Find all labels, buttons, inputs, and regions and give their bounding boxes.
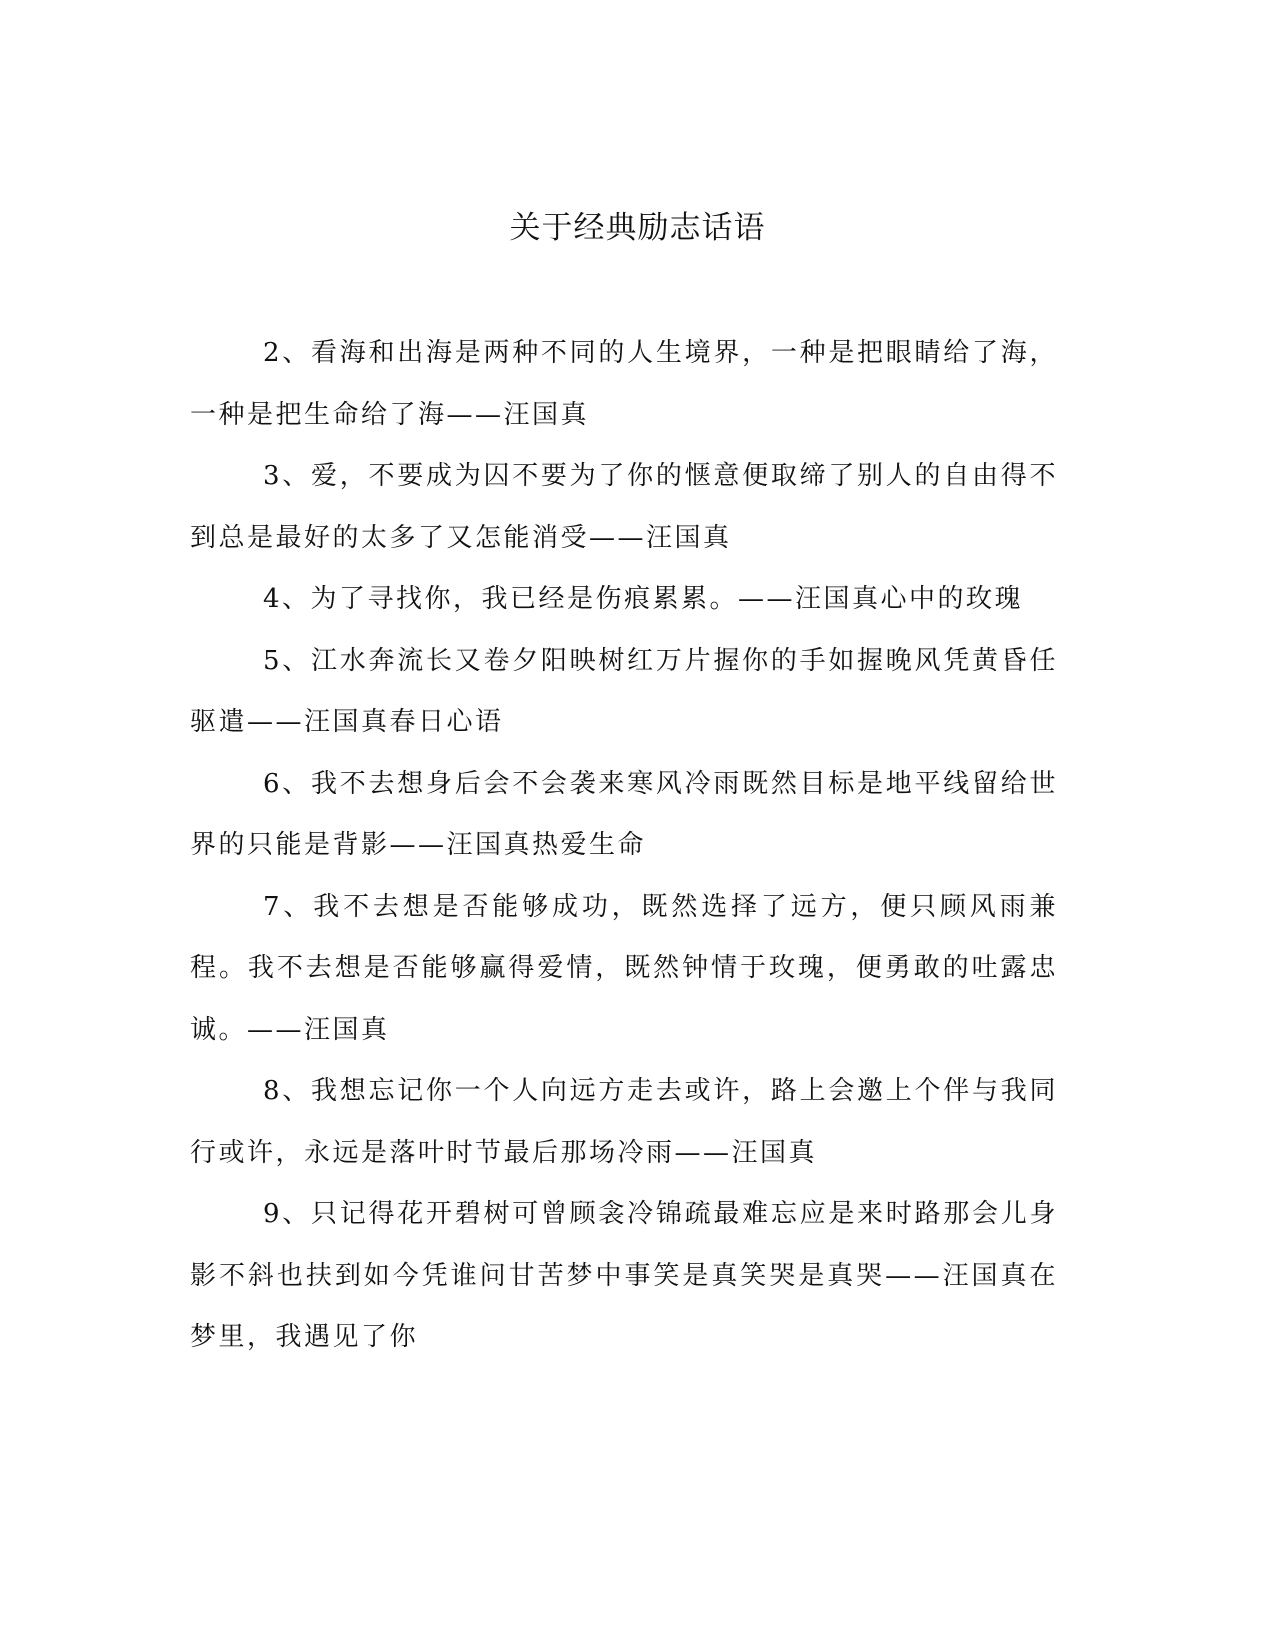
quote-paragraph-5: 5、江水奔流长又卷夕阳映树红万片握你的手如握晚风凭黄昏任驱遣——汪国真春日心语 (190, 645, 1058, 737)
quote-paragraph-9: 9、只记得花开碧树可曾顾衾冷锦疏最难忘应是来时路那会儿身影不斜也扶到如今凭谁问甘苦梦中事笑是真笑哭是真哭——汪国真在梦里，我遇见了你 (190, 1199, 1058, 1352)
document-body (190, 323, 1058, 1369)
quote-paragraph-7: 7、我不去想是否能够成功，既然选择了远方，便只顾风雨兼程。我不去想是否能够赢得爱情，既然钟情于玫瑰，便勇敢的吐露忠诚。——汪国真 (190, 891, 1058, 1045)
quote-paragraph-4: 4、为了寻找你，我已经是伤痕累累。——汪国真心中的玫瑰 (263, 584, 1024, 614)
document-title: 关于经典励志话语 (509, 210, 766, 246)
quote-paragraph-3: 3、爱，不要成为囚不要为了你的惬意便取缔了别人的自由得不到总是最好的太多了又怎能消受——汪国真 (190, 461, 1058, 553)
quote-paragraph-2: 2、看海和出海是两种不同的人生境界，一种是把眼睛给了海，一种是把生命给了海——汪国真 (190, 338, 1058, 430)
quote-paragraph-6: 6、我不去想身后会不会袭来寒风冷雨既然目标是地平线留给世界的只能是背影——汪国真热爱生命 (190, 768, 1058, 860)
quote-paragraph-8: 8、我想忘记你一个人向远方走去或许，路上会邀上个伴与我同行或许，永远是落叶时节最后那场冷雨——汪国真 (190, 1076, 1058, 1168)
